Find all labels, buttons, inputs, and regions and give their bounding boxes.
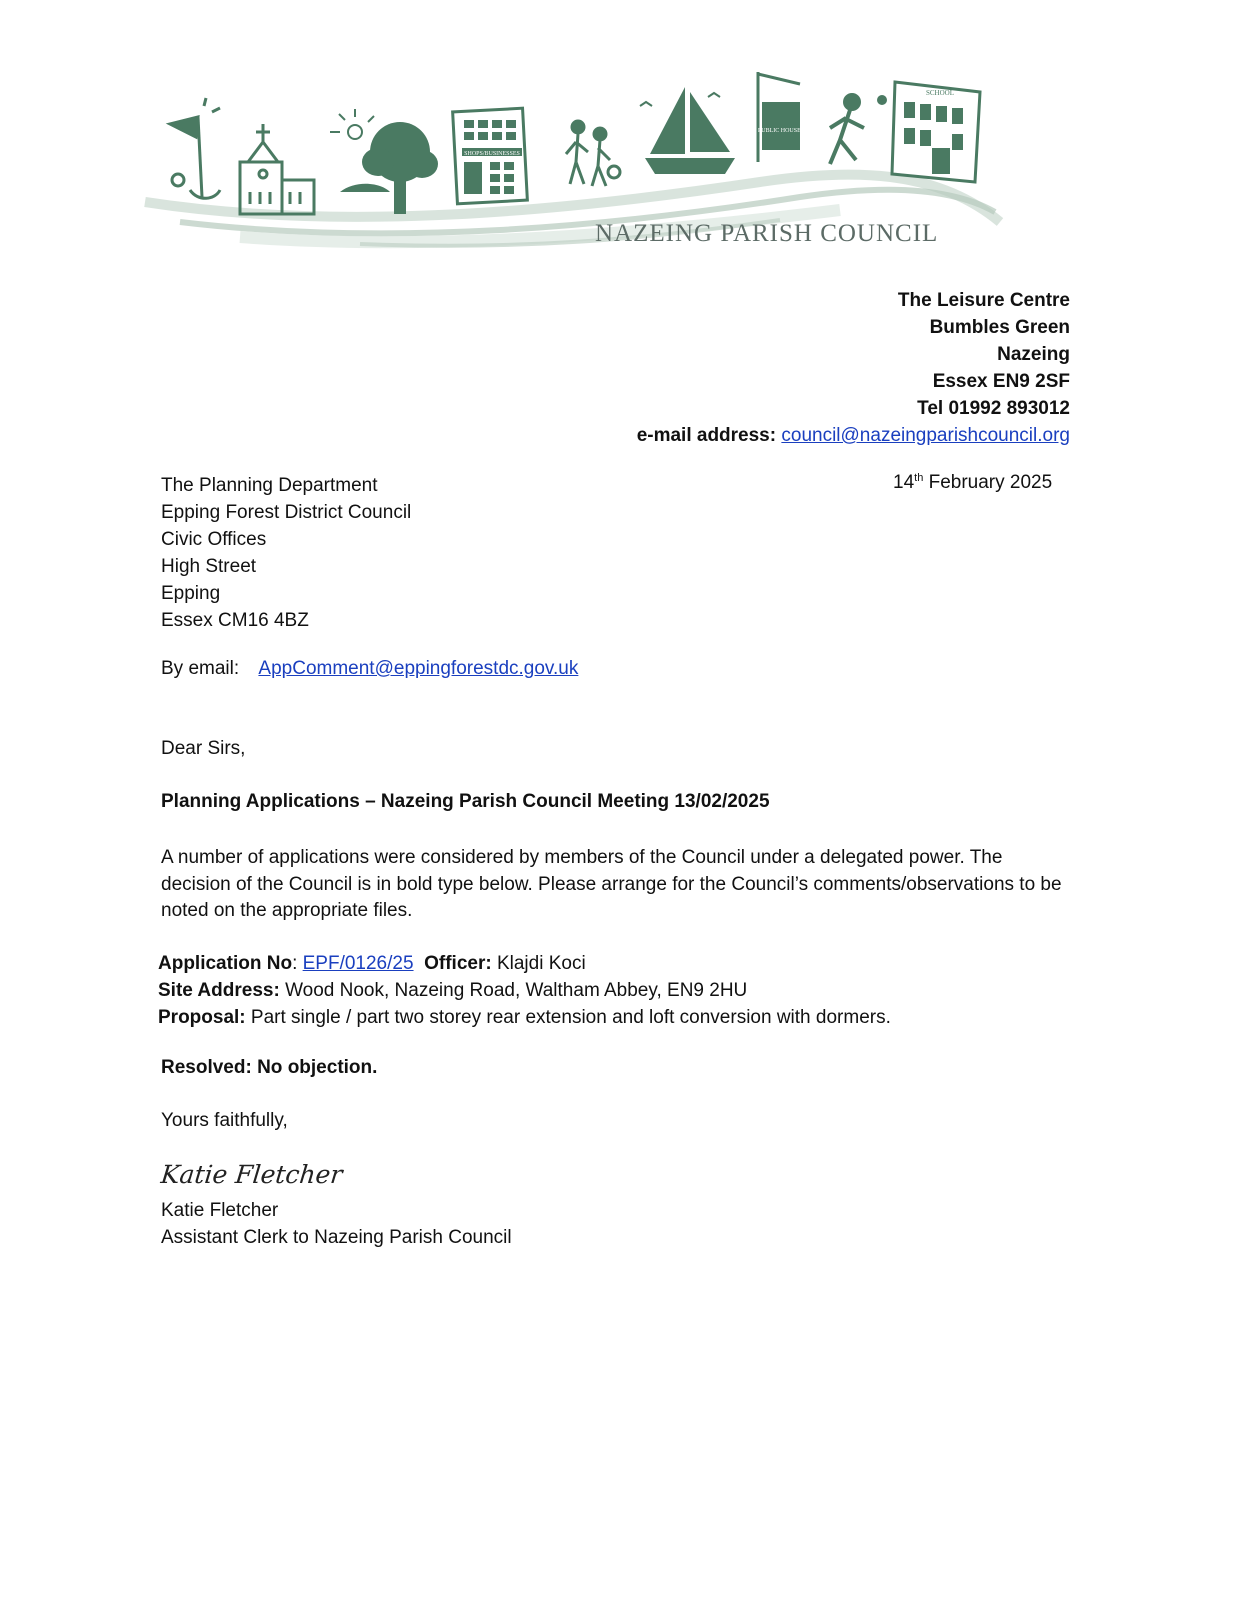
proposal-value: Part single / part two storey rear extension and loft conversion with dormers.: [250, 1007, 891, 1028]
application-details: [158, 950, 891, 1031]
address-line: Nazeing: [997, 344, 1070, 365]
site-address-row: [158, 977, 891, 1004]
tree-icon: [330, 109, 438, 214]
council-email-link[interactable]: council@nazeingparishcouncil.org: [781, 425, 1070, 446]
proposal-row: [158, 1004, 891, 1031]
handwritten-signature: Katie Fletcher: [159, 1160, 344, 1189]
signatory-name: Katie Fletcher: [161, 1200, 279, 1221]
signatory-title: Assistant Clerk to Nazeing Parish Council: [161, 1227, 512, 1248]
application-number-link[interactable]: EPF/0126/25: [302, 953, 414, 974]
email-row: [637, 422, 1070, 449]
school-building-icon: [892, 82, 980, 182]
church-icon: [240, 124, 314, 214]
recipient-email-link[interactable]: AppComment@eppingforestdc.gov.uk: [258, 658, 579, 679]
date-day: 14: [893, 472, 915, 493]
letter-subject: Planning Applications – Nazeing Parish Council Meeting 13/02/2025: [161, 791, 770, 812]
shops-building-icon: [453, 108, 528, 204]
golf-flag-icon: [170, 98, 220, 198]
recipient-address: [161, 472, 411, 634]
council-name: NAZEING PARISH COUNCIL: [595, 220, 939, 247]
proposal-label: Proposal:: [158, 1007, 246, 1028]
telephone: Tel 01992 893012: [917, 398, 1070, 419]
resolution: Resolved: No objection.: [161, 1057, 378, 1078]
date-suffix: th: [914, 472, 924, 484]
site-address-label: Site Address:: [158, 980, 280, 1001]
application-number-label: Application No: [158, 953, 293, 974]
sender-address: [637, 287, 1070, 449]
runner-icon: [830, 95, 885, 164]
address-line: Bumbles Green: [929, 317, 1070, 338]
by-email-row: [161, 658, 578, 680]
by-email-label: By email:: [161, 658, 240, 679]
recipient-line: High Street: [161, 556, 257, 577]
date-rest: February 2025: [923, 472, 1053, 493]
letter-date: [893, 472, 1052, 494]
application-number-row: [158, 950, 891, 977]
pub-sign-text: PUBLIC HOUSES: [757, 128, 805, 134]
salutation: Dear Sirs,: [161, 738, 246, 759]
address-line: Essex EN9 2SF: [932, 371, 1070, 392]
shops-sign-text: SHOPS/BUSINESSES: [464, 151, 520, 157]
signatory-block: [161, 1197, 512, 1251]
recipient-line: The Planning Department: [161, 475, 378, 496]
recipient-line: Epping Forest District Council: [161, 502, 412, 523]
school-sign-text: SCHOOL: [925, 89, 955, 97]
officer-label: Officer:: [424, 953, 492, 974]
sailboat-icon: [640, 87, 735, 174]
letterhead: [140, 62, 1010, 262]
application-number-separator: :: [292, 953, 298, 974]
recipient-line: Epping: [161, 583, 221, 604]
pub-sign-icon: [758, 72, 804, 162]
recipient-line: Civic Offices: [161, 529, 267, 550]
closing: Yours faithfully,: [161, 1110, 288, 1131]
recipient-line: Essex CM16 4BZ: [161, 610, 309, 631]
address-line: The Leisure Centre: [897, 290, 1070, 311]
officer-name: Klajdi Koci: [496, 953, 586, 974]
walkers-icon: [566, 121, 620, 186]
site-address-value: Wood Nook, Nazeing Road, Waltham Abbey, EN9 2HU: [285, 980, 748, 1001]
email-label: e-mail address:: [636, 425, 777, 446]
body-paragraph: A number of applications were considered by members of the Council under a delegated power. The decision of the Council is in bold type below. Please arrange for the Council’s comments/observations to be noted on the appropriate files.: [161, 847, 1062, 921]
